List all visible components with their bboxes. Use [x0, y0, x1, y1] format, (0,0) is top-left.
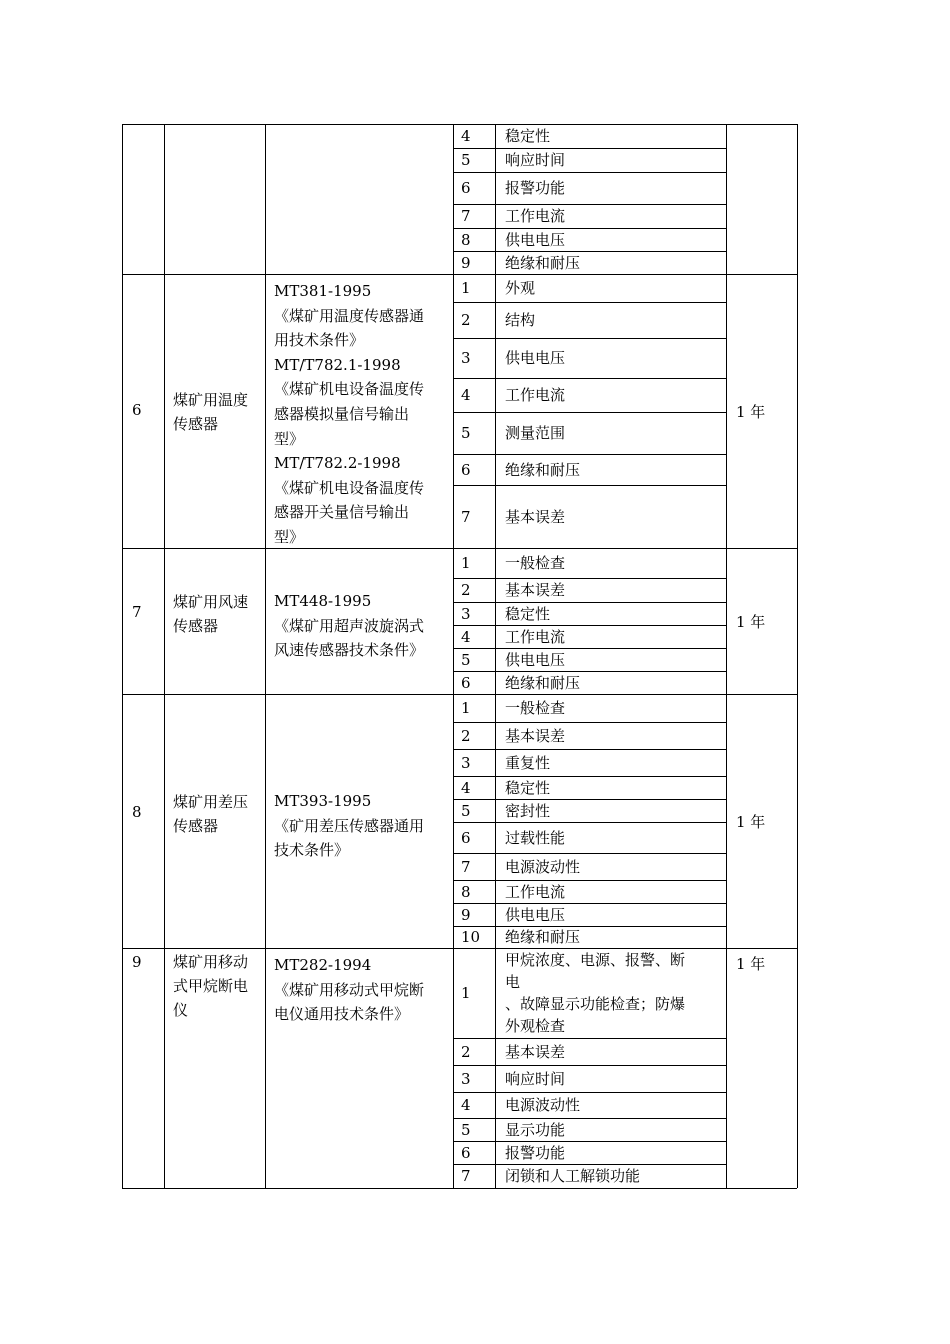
standard-line: MT448-1995 [274, 592, 372, 610]
item-number: 3 [461, 1069, 471, 1088]
standard-line: MT381-1995 [274, 282, 372, 300]
item-number: 6 [461, 1143, 471, 1162]
item-name: 工作电流 [505, 627, 566, 646]
standard-line: MT282-1994 [274, 956, 372, 974]
item-name: 、故障显示功能检查；防爆 [505, 995, 686, 1013]
device-name-line: 煤矿用温度 [173, 391, 249, 409]
item-number: 4 [461, 778, 471, 797]
item-number: 1 [461, 279, 471, 297]
standard-line: 《煤矿机电设备温度传 [274, 380, 425, 399]
item-name: 甲烷浓度、电源、报警、断 [505, 951, 686, 969]
item-name: 稳定性 [505, 604, 551, 623]
standard-line: 《煤矿机电设备温度传 [274, 478, 425, 497]
item-name: 稳定性 [505, 127, 551, 145]
item-number: 1 [461, 984, 471, 1002]
item-number: 3 [461, 349, 471, 367]
item-number: 10 [461, 928, 481, 946]
item-name: 结构 [505, 311, 536, 329]
item-name: 基本误差 [505, 726, 566, 745]
item-name: 绝缘和耐压 [505, 253, 581, 272]
standard-line: 风速传感器技术条件》 [274, 641, 425, 660]
item-name: 供电电压 [505, 650, 566, 669]
device-name-line: 传感器 [173, 415, 219, 433]
item-name: 绝缘和耐压 [505, 673, 581, 692]
item-number: 5 [461, 151, 471, 169]
device-name-line: 传感器 [173, 617, 219, 635]
item-name: 基本误差 [505, 581, 566, 599]
item-name: 电源波动性 [505, 1096, 581, 1114]
item-name: 过载性能 [505, 828, 566, 847]
standard-line: 型》 [274, 429, 305, 448]
item-name: 工作电流 [505, 207, 566, 225]
item-number: 4 [461, 627, 471, 646]
item-number: 9 [461, 905, 471, 924]
item-name: 闭锁和人工解锁功能 [505, 1167, 641, 1185]
item-name: 基本误差 [505, 1042, 566, 1061]
standard-line: 感器开关量信号输出 [274, 503, 410, 522]
item-name: 一般检查 [505, 554, 566, 572]
item-number: 7 [461, 857, 471, 876]
period: 1 年 [736, 813, 766, 831]
standard-line: 型》 [274, 528, 305, 546]
period: 1 年 [736, 403, 766, 421]
item-name: 稳定性 [505, 778, 551, 797]
period: 1 年 [736, 613, 766, 631]
item-name: 基本误差 [505, 507, 566, 526]
item-name: 外观 [505, 279, 536, 297]
item-name: 绝缘和耐压 [505, 928, 581, 946]
standard-line: MT/T782.1-1998 [274, 355, 401, 374]
item-number: 1 [461, 554, 471, 572]
row-number: 8 [132, 803, 142, 821]
item-number: 6 [461, 179, 471, 197]
item-number: 2 [461, 311, 471, 329]
item-name: 工作电流 [505, 882, 566, 901]
row-number: 7 [132, 603, 142, 621]
period: 1 年 [736, 955, 766, 973]
row-number: 9 [132, 953, 142, 971]
item-number: 1 [461, 699, 471, 717]
device-name-line: 煤矿用移动 [173, 953, 249, 971]
item-name: 响应时间 [505, 1069, 566, 1088]
item-number: 4 [461, 1096, 471, 1114]
item-name: 供电电压 [505, 905, 566, 924]
item-name: 响应时间 [505, 151, 566, 169]
item-name: 一般检查 [505, 699, 566, 717]
item-number: 3 [461, 604, 471, 623]
standard-line: 用技术条件》 [274, 331, 365, 350]
standard-line: 电仪通用技术条件》 [274, 1005, 410, 1024]
standard-line: MT393-1995 [274, 792, 372, 810]
item-number: 8 [461, 882, 471, 901]
item-number: 5 [461, 650, 471, 669]
item-number: 6 [461, 460, 471, 479]
item-name: 报警功能 [505, 1143, 566, 1162]
item-name: 报警功能 [505, 179, 566, 197]
device-name-line: 仪 [173, 1001, 189, 1019]
standard-line: 《煤矿用移动式甲烷断 [274, 980, 425, 999]
item-name: 电源波动性 [505, 857, 581, 876]
item-number: 5 [461, 801, 471, 820]
item-name: 电 [505, 973, 521, 991]
item-name: 重复性 [505, 753, 551, 772]
device-name-line: 煤矿用风速 [173, 593, 249, 611]
standard-line: 《煤矿用温度传感器通 [274, 306, 425, 325]
standard-line: 感器模拟量信号输出 [274, 405, 410, 423]
device-name-line: 式甲烷断电 [173, 977, 249, 995]
item-name: 绝缘和耐压 [505, 460, 581, 479]
row-number: 6 [132, 401, 142, 419]
item-name: 供电电压 [505, 230, 566, 249]
item-name: 工作电流 [505, 386, 566, 404]
standard-line: 《煤矿用超声波旋涡式 [274, 616, 425, 635]
item-number: 4 [461, 127, 471, 145]
device-name-line: 煤矿用差压 [173, 793, 249, 811]
standard-line: 技术条件》 [274, 841, 350, 860]
item-number: 7 [461, 507, 471, 526]
item-number: 7 [461, 1167, 471, 1185]
item-number: 6 [461, 828, 471, 847]
item-number: 3 [461, 753, 471, 772]
item-number: 5 [461, 424, 471, 442]
item-name: 外观检查 [505, 1017, 566, 1035]
item-name: 密封性 [505, 801, 551, 820]
item-number: 6 [461, 673, 471, 692]
item-number: 2 [461, 581, 471, 599]
standard-line: 《矿用差压传感器通用 [274, 816, 425, 835]
standard-line: MT/T782.2-1998 [274, 454, 401, 473]
item-number: 2 [461, 1042, 471, 1061]
item-name: 供电电压 [505, 349, 566, 367]
item-number: 5 [461, 1120, 471, 1139]
item-name: 测量范围 [505, 424, 566, 442]
item-number: 2 [461, 726, 471, 745]
item-number: 9 [461, 253, 471, 272]
item-name: 显示功能 [505, 1120, 566, 1139]
device-name-line: 传感器 [173, 817, 219, 835]
item-number: 8 [461, 230, 471, 249]
item-number: 4 [461, 386, 471, 404]
item-number: 7 [461, 207, 471, 225]
